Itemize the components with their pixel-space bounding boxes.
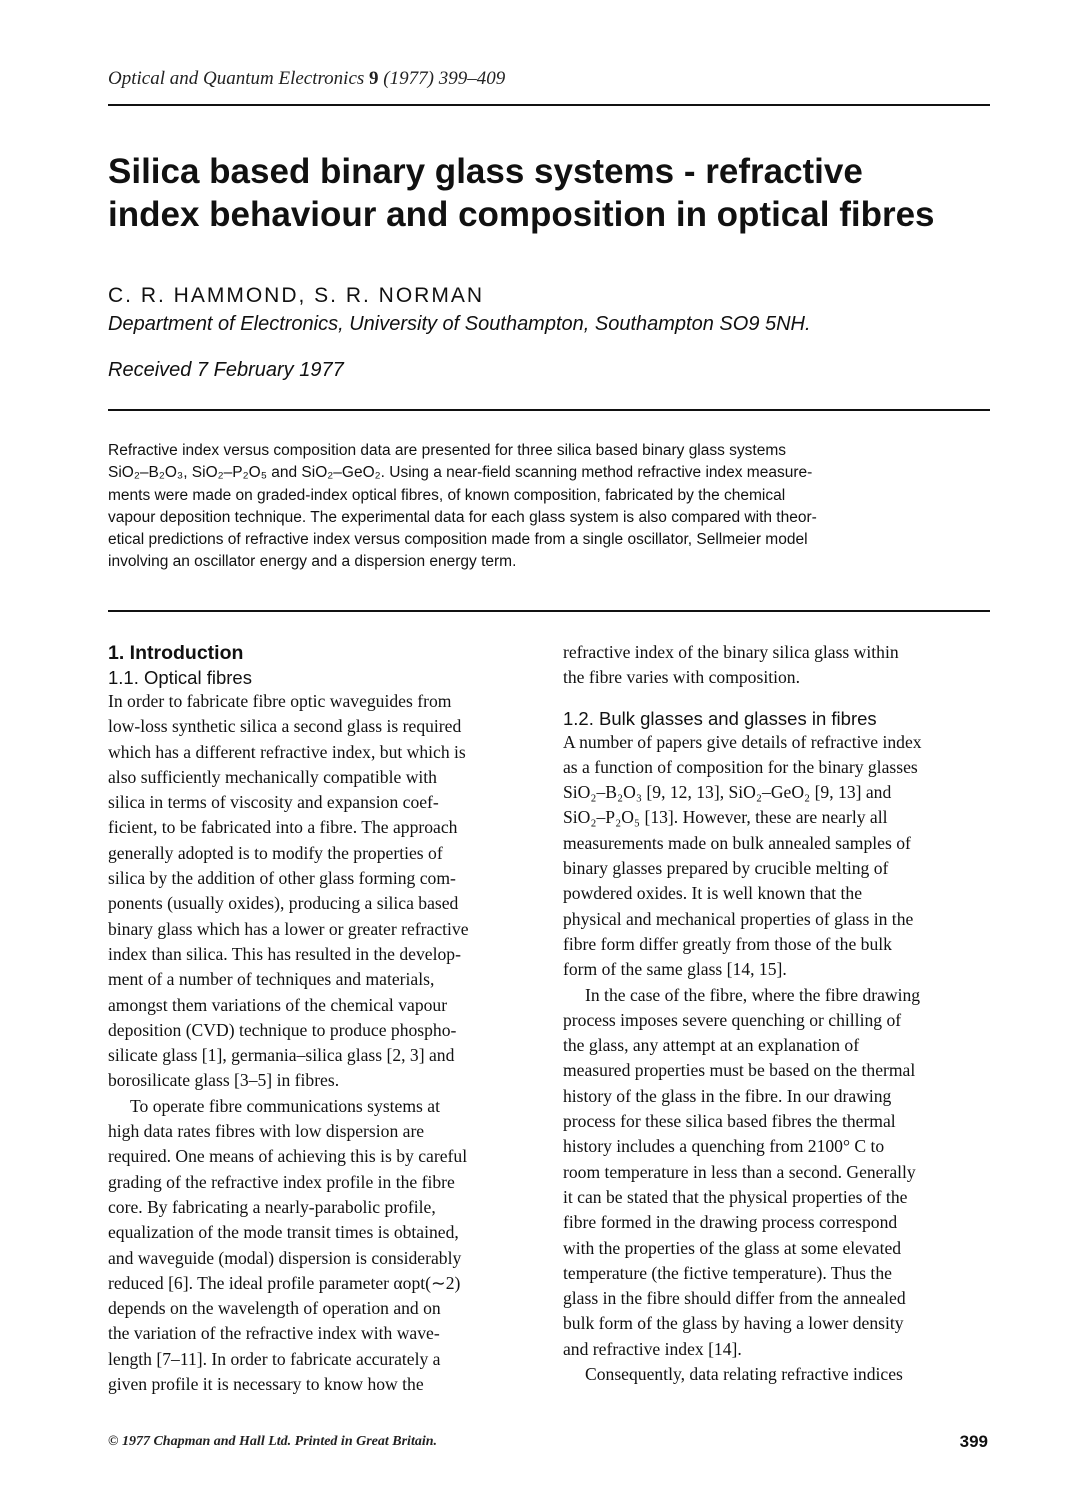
text-line: high data rates fibres with low dispersion are xyxy=(108,1121,425,1142)
text-line: also sufficiently mechanically compatible with xyxy=(108,766,437,787)
abstract-top-rule xyxy=(108,409,990,411)
text-line: the variation of the refractive index with wave- xyxy=(108,1323,440,1344)
text-line: In order to fabricate fibre optic waveguides from xyxy=(108,691,452,711)
paragraph xyxy=(563,640,1003,691)
right-column xyxy=(563,640,1003,1387)
text-line: and refractive index [14]. xyxy=(563,1338,742,1359)
text-line: fibre formed in the drawing process correspond xyxy=(563,1212,898,1233)
text-line: physical and mechanical properties of glass in the xyxy=(563,908,914,929)
text-line: which has a different refractive index, but which is xyxy=(108,741,466,762)
text-line: deposition (CVD) technique to produce phospho- xyxy=(108,1019,457,1040)
abstract-line: SiO₂–B₂O₃, SiO₂–P₂O₅ and SiO₂–GeO₂. Using a near-field scanning method refractive index measure- xyxy=(108,464,813,482)
spacer xyxy=(563,691,1003,707)
text-line: form of the same glass [14, 15]. xyxy=(563,959,787,980)
text-line: silica in terms of viscosity and expansion coef- xyxy=(108,792,439,813)
subsection-heading-optical-fibres: 1.1. Optical fibres xyxy=(108,667,252,688)
text-line: binary glass which has a lower or greater refractive xyxy=(108,918,469,939)
text-line: length [7–11]. In order to fabricate accurately a xyxy=(108,1348,441,1369)
text-line: bulk form of the glass by having a lower density xyxy=(563,1313,904,1334)
paragraph xyxy=(563,1362,1003,1387)
authors: C. R. HAMMOND, S. R. NORMAN xyxy=(108,284,485,307)
text-line: ficient, to be fabricated into a fibre. The approach xyxy=(108,817,458,838)
journal-citation xyxy=(108,68,505,90)
text-line: silicate glass [1], germania–silica glass [2, 3] and xyxy=(108,1045,455,1066)
paragraph xyxy=(108,689,548,1094)
text-line: SiO₂–P₂O₅ [13]. However, these are nearly all xyxy=(563,807,888,828)
text-line: generally adopted is to modify the properties of xyxy=(108,842,443,863)
text-line: silica by the addition of other glass forming com- xyxy=(108,868,456,889)
page-number: 399 xyxy=(959,1432,988,1451)
abstract-line: ments were made on graded-index optical fibres, of known composition, fabricated by the chemical xyxy=(108,486,786,504)
abstract-line: etical predictions of refractive index versus composition made from a single oscillator, Sellmeier model xyxy=(108,531,808,549)
text-line: index than silica. This has resulted in the develop- xyxy=(108,943,461,964)
text-line: room temperature in less than a second. Generally xyxy=(563,1161,916,1182)
text-line: process imposes severe quenching or chilling of xyxy=(563,1009,902,1030)
header-rule xyxy=(108,104,990,106)
text-line: ponents (usually oxides), producing a silica based xyxy=(108,893,459,914)
subsection-heading-bulk-glasses: 1.2. Bulk glasses and glasses in fibres xyxy=(563,707,877,729)
text-line: In the case of the fibre, where the fibre drawing xyxy=(585,984,921,1005)
journal-year-pages: (1977) 399–409 xyxy=(378,68,506,89)
text-line: history of the glass in the fibre. In our drawing xyxy=(563,1085,892,1106)
text-line: measurements made on bulk annealed samples of xyxy=(563,832,911,853)
text-line: ment of a number of techniques and materials, xyxy=(108,969,435,990)
text-line: the glass, any attempt at an explanation of xyxy=(563,1035,860,1056)
paper-title xyxy=(108,150,1008,236)
text-line: history includes a quenching from 2100° C to xyxy=(563,1136,885,1157)
left-column xyxy=(108,640,548,1397)
abstract-bottom-rule xyxy=(108,610,990,612)
text-line: as a function of composition for the binary glasses xyxy=(563,756,918,777)
text-line: Consequently, data relating refractive indices xyxy=(585,1364,903,1385)
paragraph xyxy=(563,983,1003,1362)
text-line: amongst them variations of the chemical vapour xyxy=(108,994,448,1015)
text-line: reduced [6]. The ideal profile parameter αopt(∼2) xyxy=(108,1272,461,1293)
abstract-line: Refractive index versus composition data are presented for three silica based binary glass systems xyxy=(108,442,787,459)
text-line: measured properties must be based on the thermal xyxy=(563,1060,916,1081)
text-line: binary glasses prepared by crucible melting of xyxy=(563,858,889,879)
text-line: glass in the fibre should differ from the annealed xyxy=(563,1288,906,1309)
paragraph xyxy=(563,730,1003,983)
text-line: the fibre varies with composition. xyxy=(563,667,800,688)
text-line: required. One means of achieving this is by careful xyxy=(108,1146,468,1167)
abstract-line: involving an oscillator energy and a dispersion energy term. xyxy=(108,553,517,571)
title-line: index behaviour and composition in optical fibres xyxy=(108,195,935,234)
text-line: fibre form differ greatly from those of the bulk xyxy=(563,933,892,954)
abstract xyxy=(108,440,998,574)
journal-volume: 9 xyxy=(369,68,379,89)
journal-name: Optical and Quantum Electronics xyxy=(108,68,370,89)
abstract-line: vapour deposition technique. The experimental data for each glass system is also compared with theor- xyxy=(108,508,817,526)
text-line: borosilicate glass [3–5] in fibres. xyxy=(108,1070,340,1091)
text-line: process for these silica based fibres the thermal xyxy=(563,1111,896,1132)
affiliation: Department of Electronics, University of Southampton, Southampton SO9 5NH. xyxy=(108,313,811,335)
paragraph xyxy=(108,1094,548,1398)
text-line: powdered oxides. It is well known that the xyxy=(563,883,863,904)
text-line: low-loss synthetic silica a second glass is required xyxy=(108,716,462,737)
text-line: To operate fibre communications systems at xyxy=(130,1095,440,1116)
text-line: refractive index of the binary silica glass within xyxy=(563,642,899,662)
text-line: it can be stated that the physical properties of the xyxy=(563,1186,908,1207)
text-line: and waveguide (modal) dispersion is considerably xyxy=(108,1247,462,1268)
text-line: with the properties of the glass at some elevated xyxy=(563,1237,902,1258)
copyright-notice: © 1977 Chapman and Hall Ltd. Printed in Great Britain. xyxy=(108,1434,438,1449)
section-heading-introduction: 1. Introduction xyxy=(108,642,244,664)
text-line: SiO₂–B₂O₃ [9, 12, 13], SiO₂–GeO₂ [9, 13] and xyxy=(563,782,892,803)
text-line: temperature (the fictive temperature). Thus the xyxy=(563,1262,892,1283)
received-date: Received 7 February 1977 xyxy=(108,359,344,381)
text-line: A number of papers give details of refractive index xyxy=(563,731,922,752)
text-line: given profile it is necessary to know how the xyxy=(108,1374,424,1395)
title-line: Silica based binary glass systems - refractive xyxy=(108,152,863,191)
text-line: core. By fabricating a nearly-parabolic profile, xyxy=(108,1196,436,1217)
text-line: depends on the wavelength of operation and on xyxy=(108,1298,441,1319)
text-line: equalization of the mode transit times is obtained, xyxy=(108,1222,459,1243)
text-line: grading of the refractive index profile in the fibre xyxy=(108,1171,455,1192)
